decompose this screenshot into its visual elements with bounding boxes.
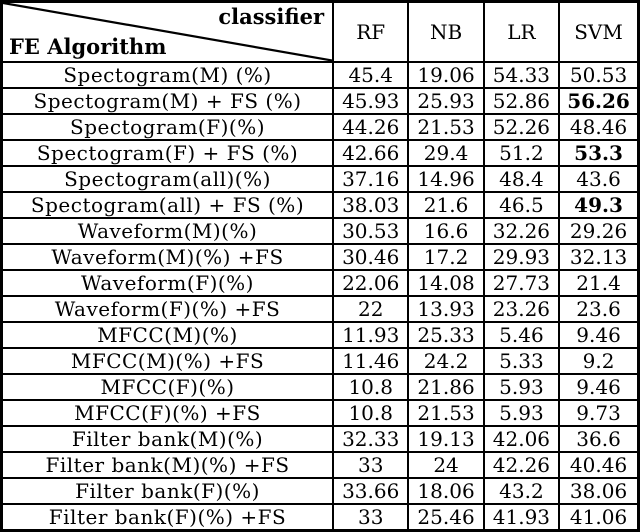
value-cell: 21.53 xyxy=(408,114,483,140)
value-cell: 23.26 xyxy=(484,296,559,322)
value-cell: 51.2 xyxy=(484,140,559,166)
table-row xyxy=(2,504,639,531)
value-cell: 43.2 xyxy=(484,478,559,504)
value-cell: 25.46 xyxy=(408,504,483,531)
value-cell: 22.06 xyxy=(333,270,408,296)
column-header-rf: RF xyxy=(333,2,408,62)
value-cell: 5.33 xyxy=(484,348,559,374)
value-cell: 54.33 xyxy=(484,62,559,88)
fe-algorithm-label: Filter bank(F)(%) xyxy=(2,478,334,504)
value-cell: 16.6 xyxy=(408,218,483,244)
value-cell: 33.66 xyxy=(333,478,408,504)
value-cell: 53.3 xyxy=(559,140,638,166)
fe-algorithm-label: Waveform(F)(%) xyxy=(2,270,334,296)
value-cell: 25.93 xyxy=(408,88,483,114)
corner-label-classifier: classifier xyxy=(218,4,325,29)
value-cell: 14.08 xyxy=(408,270,483,296)
table-row xyxy=(2,218,639,244)
table-row xyxy=(2,400,639,426)
value-cell: 29.4 xyxy=(408,140,483,166)
fe-algorithm-label: Spectogram(M) (%) xyxy=(2,62,334,88)
value-cell: 30.53 xyxy=(333,218,408,244)
value-cell: 9.73 xyxy=(559,400,638,426)
value-cell: 9.46 xyxy=(559,374,638,400)
value-cell: 43.6 xyxy=(559,166,638,192)
value-cell: 18.06 xyxy=(408,478,483,504)
table-row xyxy=(2,88,639,114)
value-cell: 11.46 xyxy=(333,348,408,374)
value-cell: 32.13 xyxy=(559,244,638,270)
column-header-svm: SVM xyxy=(559,2,638,62)
value-cell: 25.33 xyxy=(408,322,483,348)
value-cell: 21.86 xyxy=(408,374,483,400)
value-cell: 50.53 xyxy=(559,62,638,88)
fe-algorithm-label: Spectogram(all) + FS (%) xyxy=(2,192,334,218)
value-cell: 5.93 xyxy=(484,400,559,426)
table-row xyxy=(2,348,639,374)
value-cell: 19.06 xyxy=(408,62,483,88)
fe-algorithm-label: Filter bank(M)(%) +FS xyxy=(2,452,334,478)
value-cell: 29.93 xyxy=(484,244,559,270)
value-cell: 52.26 xyxy=(484,114,559,140)
value-cell: 33 xyxy=(333,504,408,531)
value-cell: 45.93 xyxy=(333,88,408,114)
value-cell: 29.26 xyxy=(559,218,638,244)
value-cell: 24.2 xyxy=(408,348,483,374)
table-row xyxy=(2,296,639,322)
value-cell: 56.26 xyxy=(559,88,638,114)
value-cell: 9.2 xyxy=(559,348,638,374)
value-cell: 22 xyxy=(333,296,408,322)
fe-algorithm-label: Waveform(M)(%) xyxy=(2,218,334,244)
value-cell: 9.46 xyxy=(559,322,638,348)
value-cell: 13.93 xyxy=(408,296,483,322)
value-cell: 5.46 xyxy=(484,322,559,348)
fe-algorithm-label: Waveform(M)(%) +FS xyxy=(2,244,334,270)
table-body xyxy=(2,62,639,531)
value-cell: 42.26 xyxy=(484,452,559,478)
value-cell: 41.93 xyxy=(484,504,559,531)
value-cell: 23.6 xyxy=(559,296,638,322)
value-cell: 49.3 xyxy=(559,192,638,218)
value-cell: 37.16 xyxy=(333,166,408,192)
value-cell: 21.6 xyxy=(408,192,483,218)
value-cell: 5.93 xyxy=(484,374,559,400)
table-row xyxy=(2,374,639,400)
fe-algorithm-label: Filter bank(M)(%) xyxy=(2,426,334,452)
value-cell: 27.73 xyxy=(484,270,559,296)
value-cell: 17.2 xyxy=(408,244,483,270)
value-cell: 48.46 xyxy=(559,114,638,140)
table-row xyxy=(2,270,639,296)
value-cell: 48.4 xyxy=(484,166,559,192)
value-cell: 33 xyxy=(333,452,408,478)
fe-algorithm-label: Spectogram(all)(%) xyxy=(2,166,334,192)
value-cell: 42.66 xyxy=(333,140,408,166)
value-cell: 10.8 xyxy=(333,374,408,400)
table-row xyxy=(2,166,639,192)
table-row xyxy=(2,114,639,140)
column-header-nb: NB xyxy=(408,2,483,62)
table-row xyxy=(2,192,639,218)
fe-algorithm-label: MFCC(M)(%) +FS xyxy=(2,348,334,374)
fe-algorithm-label: Filter bank(F)(%) +FS xyxy=(2,504,334,531)
table-row xyxy=(2,452,639,478)
fe-algorithm-label: MFCC(F)(%) +FS xyxy=(2,400,334,426)
corner-header-cell xyxy=(2,2,334,62)
value-cell: 30.46 xyxy=(333,244,408,270)
fe-algorithm-label: MFCC(F)(%) xyxy=(2,374,334,400)
value-cell: 24 xyxy=(408,452,483,478)
value-cell: 32.33 xyxy=(333,426,408,452)
table-row xyxy=(2,244,639,270)
value-cell: 32.26 xyxy=(484,218,559,244)
fe-algorithm-label: Spectogram(M) + FS (%) xyxy=(2,88,334,114)
value-cell: 45.4 xyxy=(333,62,408,88)
value-cell: 21.53 xyxy=(408,400,483,426)
fe-algorithm-label: MFCC(M)(%) xyxy=(2,322,334,348)
table-row xyxy=(2,426,639,452)
header-row xyxy=(2,2,639,62)
column-header-lr: LR xyxy=(484,2,559,62)
value-cell: 14.96 xyxy=(408,166,483,192)
table-row xyxy=(2,478,639,504)
fe-algorithm-label: Waveform(F)(%) +FS xyxy=(2,296,334,322)
value-cell: 52.86 xyxy=(484,88,559,114)
value-cell: 36.6 xyxy=(559,426,638,452)
table-row xyxy=(2,62,639,88)
value-cell: 46.5 xyxy=(484,192,559,218)
value-cell: 10.8 xyxy=(333,400,408,426)
value-cell: 41.06 xyxy=(559,504,638,531)
table-row xyxy=(2,140,639,166)
value-cell: 38.06 xyxy=(559,478,638,504)
corner-label-fe-algorithm: FE Algorithm xyxy=(9,33,167,59)
fe-algorithm-label: Spectogram(F)(%) xyxy=(2,114,334,140)
value-cell: 40.46 xyxy=(559,452,638,478)
value-cell: 44.26 xyxy=(333,114,408,140)
fe-algorithm-label: Spectogram(F) + FS (%) xyxy=(2,140,334,166)
value-cell: 11.93 xyxy=(333,322,408,348)
table-row xyxy=(2,322,639,348)
value-cell: 21.4 xyxy=(559,270,638,296)
value-cell: 42.06 xyxy=(484,426,559,452)
value-cell: 19.13 xyxy=(408,426,483,452)
value-cell: 38.03 xyxy=(333,192,408,218)
